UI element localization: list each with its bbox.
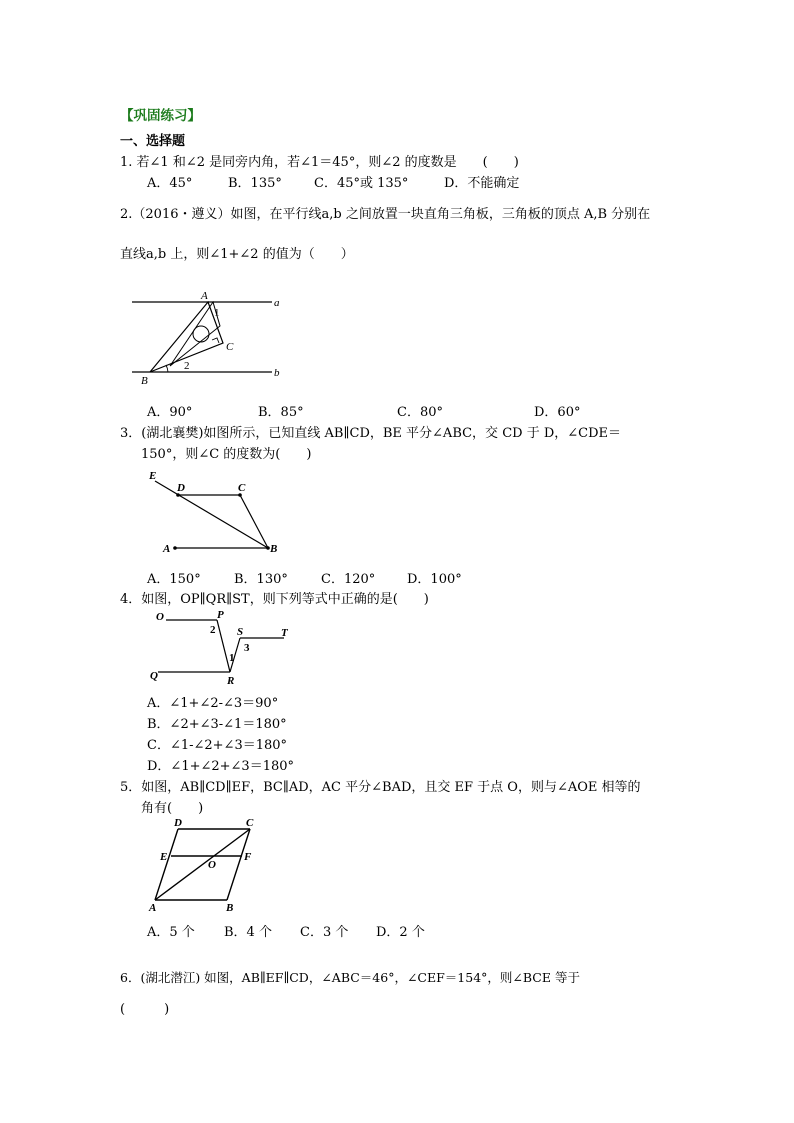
q2-label-a-vertex: A (201, 290, 208, 302)
q2-label-line-b: b (274, 367, 280, 379)
q1-option-d: D．不能确定 (444, 176, 520, 191)
q5-label-o: O (208, 859, 216, 871)
q4-option-d: D．∠1+∠2+∠3＝180° (147, 759, 295, 774)
q6-stem-line1: 6．(湖北潜江) 如图，AB∥EF∥CD，∠ABC＝46°，∠CEF＝154°，则∠BCE 等于 (120, 970, 580, 985)
q6-stem-line2: ( ) (120, 1002, 170, 1017)
q2-option-c: C．80° (397, 405, 443, 420)
q4-label-p: P (217, 609, 224, 621)
q2-label-line-a: a (274, 297, 280, 309)
q5-option-d: D．2 个 (376, 925, 425, 940)
q3-label-b: B (270, 543, 278, 555)
q2-stem-line1: 2.（2016・遵义）如图，在平行线a,b 之间放置一块直角三角板，三角板的顶点 A,B 分别在 (120, 207, 651, 222)
q3-option-d: D．100° (407, 572, 462, 587)
q2-option-a: A．90° (147, 405, 193, 420)
q5-label-f: F (244, 851, 252, 863)
q4-label-r: R (227, 675, 235, 687)
q3-option-b: B．130° (234, 572, 288, 587)
q5-label-a: A (149, 902, 157, 914)
q4-label-s: S (237, 626, 244, 638)
q2-stem-line2: 直线a,b 上，则∠1+∠2 的值为（ ） (120, 247, 354, 262)
q5-option-a: A．5 个 (147, 925, 195, 940)
q5-option-b: B．4 个 (224, 925, 272, 940)
q5-stem-line2: 角有( ) (141, 801, 204, 816)
q5-stem-line1: 5．如图，AB∥CD∥EF，BC∥AD，AC 平分∠BAD，且交 EF 于点 O，则与∠AOE 相等的 (120, 780, 641, 795)
q4-option-a: A．∠1+∠2-∠3＝90° (147, 696, 279, 711)
q3-label-c: C (238, 482, 246, 494)
q4-label-angle-2: 2 (210, 624, 216, 636)
q2-label-b-vertex: B (141, 375, 148, 387)
q2-label-angle-2: 2 (184, 360, 190, 372)
q1-option-c: C．45°或 135° (314, 176, 409, 191)
q3-label-d: D (177, 482, 185, 494)
q4-label-angle-1: 1 (229, 652, 235, 664)
q1-option-b: B．135° (228, 176, 282, 191)
q4-label-q: Q (150, 670, 158, 682)
q3-label-a: A (163, 543, 171, 555)
q3-label-e: E (149, 470, 157, 482)
q4-option-b: B．∠2+∠3-∠1＝180° (147, 717, 287, 732)
section-title: 【巩固练习】 (120, 108, 201, 124)
q2-option-d: D．60° (534, 405, 581, 420)
q3-stem-line2: 150°，则∠C 的度数为( ) (141, 447, 312, 462)
q4-label-angle-3: 3 (244, 642, 250, 654)
q1-option-a: A．45° (147, 176, 193, 191)
q3-option-c: C．120° (321, 572, 376, 587)
q5-label-b: B (226, 902, 234, 914)
q4-option-c: C．∠1-∠2+∠3＝180° (147, 738, 288, 753)
q2-label-angle-1: 1 (214, 307, 220, 319)
q4-label-o: O (156, 611, 164, 623)
q4-stem: 4．如图，OP∥QR∥ST，则下列等式中正确的是( ) (120, 592, 429, 607)
q5-label-d: D (174, 817, 182, 829)
part-title: 一、选择题 (120, 134, 186, 149)
q3-option-a: A．150° (147, 572, 201, 587)
q5-option-c: C．3 个 (300, 925, 349, 940)
q5-label-e: E (160, 851, 168, 863)
q3-stem-line1: 3．(湖北襄樊)如图所示，已知直线 AB∥CD，BE 平分∠ABC，交 CD 于 D，∠CDE＝ (120, 426, 622, 441)
q1-stem: 1. 若∠1 和∠2 是同旁内角，若∠1＝45°，则∠2 的度数是 ( ) (120, 155, 519, 170)
q4-label-t: T (281, 627, 288, 639)
q2-label-c-vertex: C (226, 341, 234, 353)
q2-option-b: B．85° (258, 405, 304, 420)
q5-label-c: C (246, 817, 254, 829)
